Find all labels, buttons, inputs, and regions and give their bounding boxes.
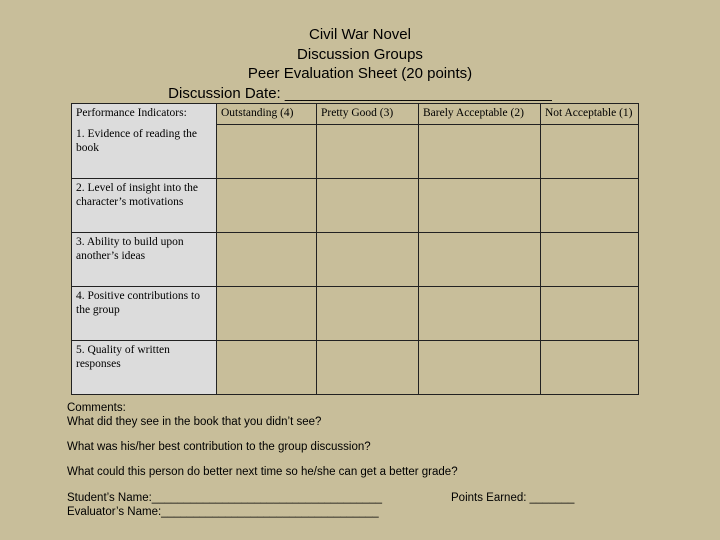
rating-cell[interactable] [317, 233, 419, 287]
rating-cell[interactable] [217, 341, 317, 395]
title-line-3: Peer Evaluation Sheet (20 points) [247, 65, 473, 82]
title-line-2: Discussion Groups [297, 45, 423, 63]
rating-cell[interactable] [217, 125, 317, 179]
title-line-1: Civil War Novel [309, 26, 411, 43]
indicator-label: 5. Quality of written responses [72, 341, 217, 395]
evaluation-table [71, 103, 639, 395]
indicator-label: 4. Positive contributions to the group [72, 287, 217, 341]
comment-question-3: What could this person do better next time so he/she can get a better grade? [67, 466, 458, 478]
table-row [72, 287, 639, 341]
rating-cell[interactable] [541, 179, 639, 233]
column-header-pretty-good: Pretty Good (3) [317, 104, 419, 125]
rating-cell[interactable] [419, 233, 541, 287]
header-block [0, 25, 720, 103]
rating-cell[interactable] [419, 179, 541, 233]
student-name-line[interactable]: Student’s Name:____________________________________ [67, 492, 383, 504]
evaluator-name-line[interactable]: Evaluator’s Name:__________________________________ [67, 506, 379, 518]
rating-cell[interactable] [541, 125, 639, 179]
rating-cell[interactable] [317, 125, 419, 179]
column-header-not-acceptable: Not Acceptable (1) [541, 104, 639, 125]
table-row [72, 125, 639, 179]
rating-cell[interactable] [541, 287, 639, 341]
comments-label: Comments: [67, 402, 126, 414]
rating-cell[interactable] [217, 179, 317, 233]
column-header-barely-acceptable: Barely Acceptable (2) [419, 104, 541, 125]
rating-cell[interactable] [317, 341, 419, 395]
table-row [72, 233, 639, 287]
rating-cell[interactable] [541, 233, 639, 287]
rating-cell[interactable] [419, 287, 541, 341]
table-header-row [72, 104, 639, 125]
column-header-outstanding: Outstanding (4) [217, 104, 317, 125]
rating-cell[interactable] [317, 179, 419, 233]
discussion-date-line: Discussion Date: ________________________________ [168, 84, 552, 102]
rating-cell[interactable] [541, 341, 639, 395]
points-earned-line[interactable]: Points Earned: _______ [451, 492, 575, 504]
comments-section [67, 401, 458, 479]
rating-cell[interactable] [217, 287, 317, 341]
indicator-header: Performance Indicators: [72, 104, 217, 125]
indicator-label: 3. Ability to build upon another’s ideas [72, 233, 217, 287]
table-row [72, 179, 639, 233]
rating-cell[interactable] [217, 233, 317, 287]
indicator-label: 1. Evidence of reading the book [72, 125, 217, 179]
comment-question-2: What was his/her best contribution to the group discussion? [67, 441, 371, 453]
comment-question-1: What did they see in the book that you didn’t see? [67, 416, 322, 428]
rating-cell[interactable] [419, 125, 541, 179]
rating-cell[interactable] [419, 341, 541, 395]
table-row [72, 341, 639, 395]
rating-cell[interactable] [317, 287, 419, 341]
indicator-label: 2. Level of insight into the character’s motivations [72, 179, 217, 233]
